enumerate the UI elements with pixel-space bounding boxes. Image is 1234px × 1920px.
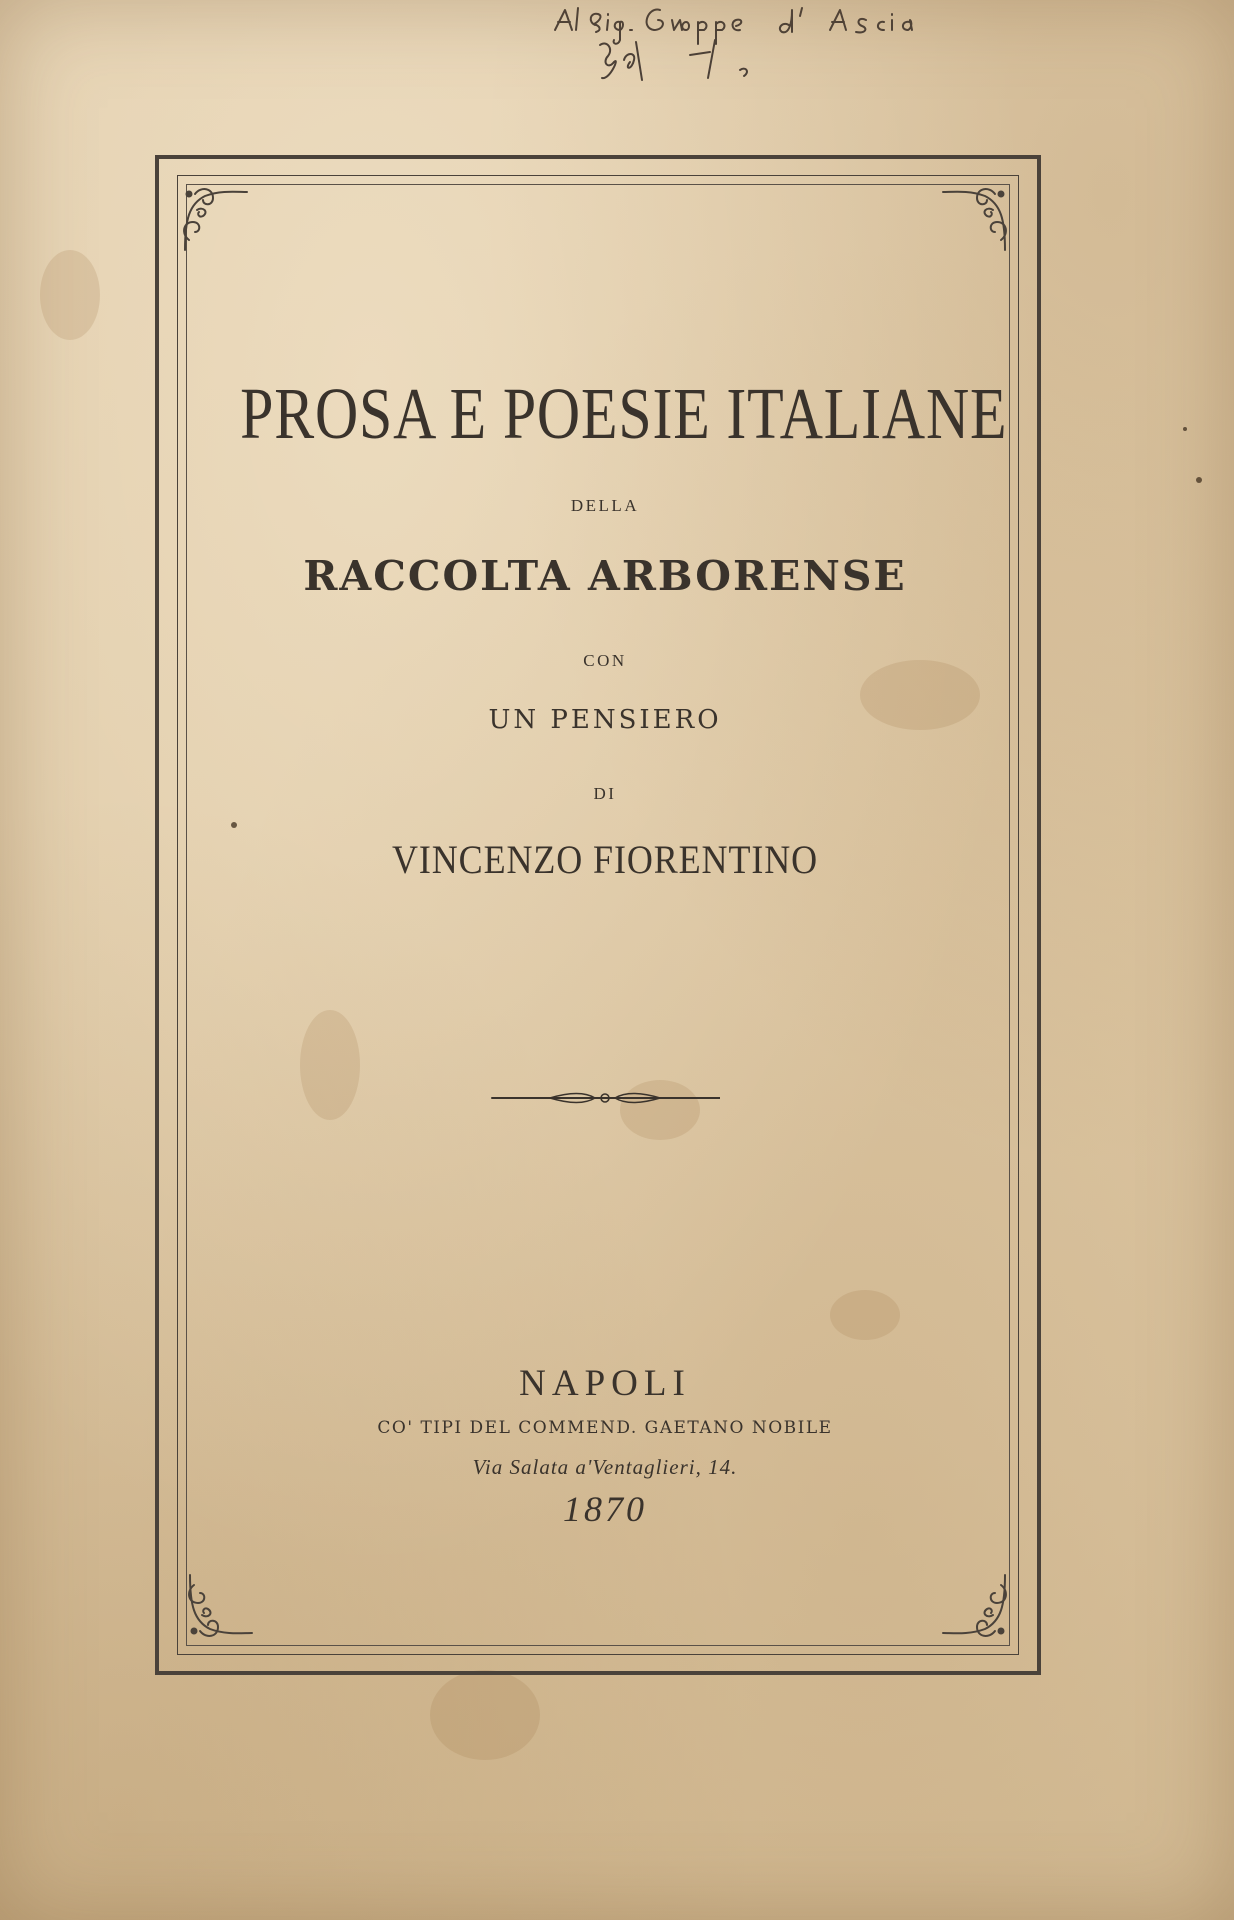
ornamental-rule-icon	[490, 1088, 720, 1108]
corner-flourish-icon	[180, 1565, 260, 1645]
author-name: VINCENZO FIORENTINO	[391, 837, 819, 882]
imprint-city: NAPOLI	[519, 1363, 691, 1404]
title-connector-di: DI	[593, 784, 617, 803]
corner-flourish-icon	[935, 1565, 1015, 1645]
imprint-address: Via Salata a'Ventaglieri, 14.	[472, 1455, 738, 1479]
paper-stain	[430, 1670, 540, 1760]
imprint-year: 1870	[563, 1489, 647, 1529]
paper-speck	[1196, 477, 1202, 483]
corner-flourish-icon	[935, 180, 1015, 260]
handwritten-inscription	[540, 0, 1140, 110]
imprint-printer: CO' TIPI DEL COMMEND. GAETANO NOBILE	[377, 1418, 833, 1438]
paper-speck	[1183, 427, 1187, 431]
corner-flourish-icon	[175, 180, 255, 260]
subtitle-pensiero: UN PENSIERO	[488, 705, 722, 735]
collection-name: RACCOLTA ARBORENSE	[303, 552, 907, 600]
book-title: PROSA E POESIE ITALIANE	[240, 373, 1008, 454]
title-connector-con: CON	[583, 651, 627, 670]
title-connector-della: DELLA	[570, 496, 640, 515]
paper-stain	[40, 250, 100, 340]
